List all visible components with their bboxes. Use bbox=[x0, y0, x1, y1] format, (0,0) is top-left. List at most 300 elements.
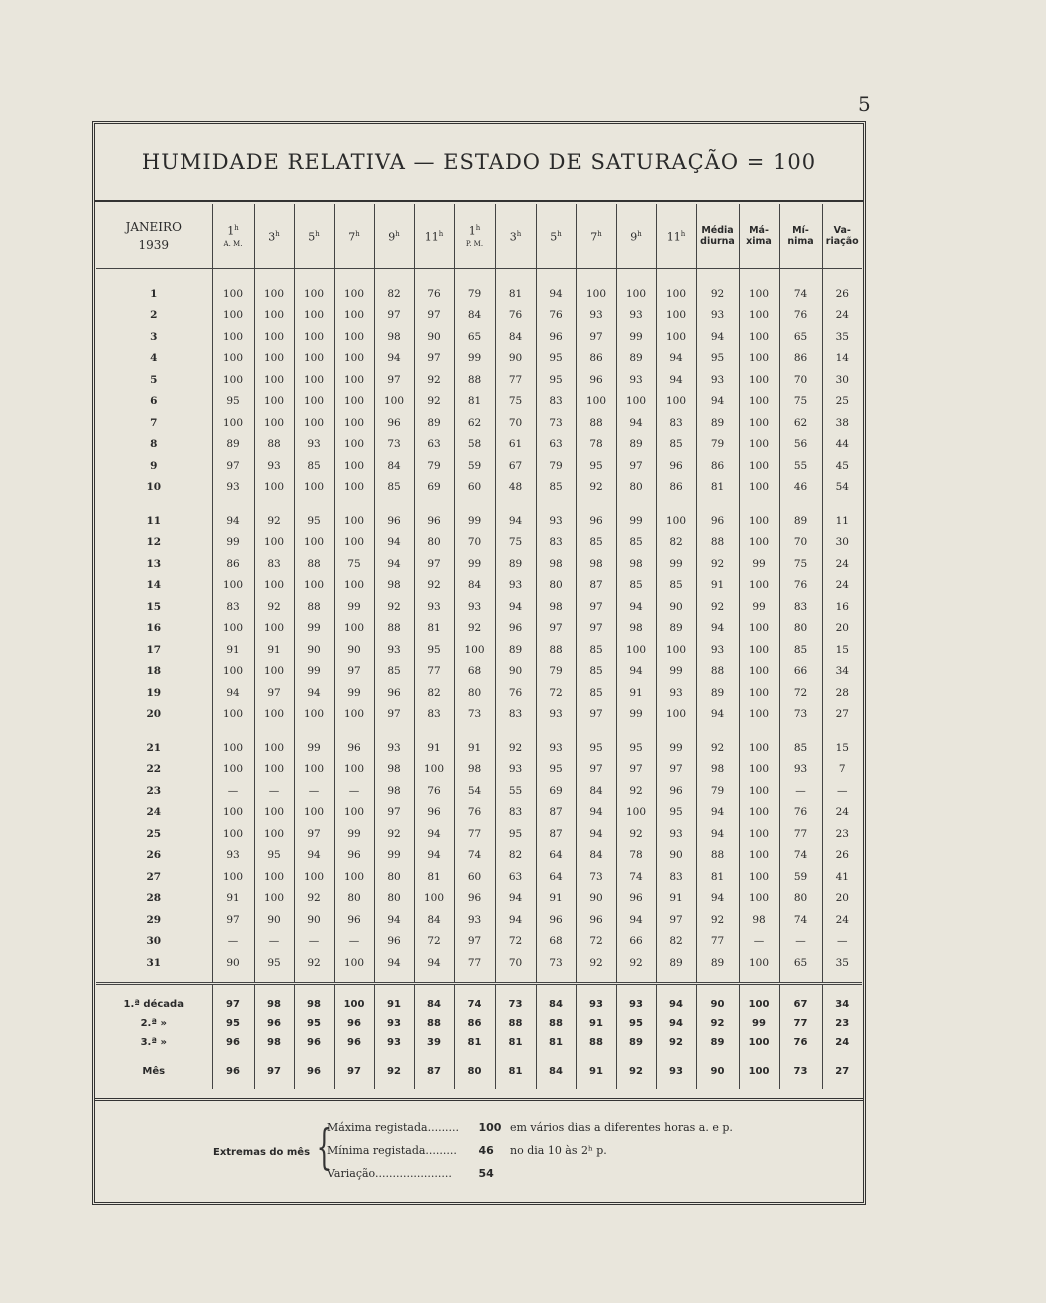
day-number: 1 bbox=[150, 287, 158, 300]
table-cell: 100 bbox=[334, 326, 374, 348]
table-cell: 97 bbox=[254, 682, 294, 704]
hour-suffix: h bbox=[395, 230, 400, 239]
summary-label: 1.ª década bbox=[96, 983, 212, 1014]
table-cell: 96 bbox=[374, 412, 414, 434]
day-number: 7 bbox=[150, 416, 158, 429]
summary-cell: 84 bbox=[536, 1052, 576, 1089]
table-cell: 90 bbox=[414, 326, 454, 348]
table-cell: 82 bbox=[495, 845, 536, 867]
extremes-section bbox=[95, 1098, 863, 1205]
table-cell: 100 bbox=[576, 269, 616, 305]
table-cell: — bbox=[254, 931, 294, 953]
table-cell: 83 bbox=[414, 704, 454, 726]
table-cell: — bbox=[334, 931, 374, 953]
table-cell: 89 bbox=[495, 639, 536, 661]
summary-cell: 27 bbox=[822, 1052, 862, 1089]
table-cell: — bbox=[779, 931, 822, 953]
table-cell: 100 bbox=[739, 661, 779, 683]
table-cell: 100 bbox=[616, 391, 656, 413]
period-label: P. M. bbox=[465, 239, 484, 248]
summary-cell: 93 bbox=[656, 1052, 696, 1089]
table-cell: 92 bbox=[696, 909, 739, 931]
table-cell: 79 bbox=[536, 661, 576, 683]
table-cell: 100 bbox=[739, 455, 779, 477]
table-cell: — bbox=[212, 780, 254, 802]
table-cell: 63 bbox=[414, 434, 454, 456]
table-cell: 95 bbox=[254, 845, 294, 867]
table-cell: 100 bbox=[254, 888, 294, 910]
summary-cell: 39 bbox=[414, 1033, 454, 1052]
table-cell: 89 bbox=[656, 618, 696, 640]
summary-cell: 91 bbox=[374, 983, 414, 1014]
summary-cell: 67 bbox=[779, 983, 822, 1014]
table-cell: 76 bbox=[414, 780, 454, 802]
table-cell: 90 bbox=[656, 845, 696, 867]
month-label: JANEIRO bbox=[125, 220, 182, 234]
day-number: 16 bbox=[146, 622, 162, 635]
table-cell: 94 bbox=[414, 952, 454, 983]
table-row bbox=[96, 704, 862, 726]
stat-header-line2: riação bbox=[825, 236, 859, 247]
table-cell: 100 bbox=[454, 639, 495, 661]
table-cell: 98 bbox=[576, 553, 616, 575]
hour-suffix: h bbox=[315, 230, 320, 239]
table-cell: 24 bbox=[822, 802, 862, 824]
table-cell: 100 bbox=[254, 661, 294, 683]
summary-cell: 100 bbox=[334, 983, 374, 1014]
table-cell: 62 bbox=[779, 412, 822, 434]
table-cell: 100 bbox=[334, 575, 374, 597]
table-cell: 98 bbox=[374, 326, 414, 348]
stat-header-line1: Má- bbox=[749, 225, 769, 236]
table-cell: 99 bbox=[616, 498, 656, 532]
table-cell: 90 bbox=[294, 639, 334, 661]
table-cell: 92 bbox=[294, 952, 334, 983]
table-cell: 99 bbox=[294, 618, 334, 640]
table-cell: 72 bbox=[779, 682, 822, 704]
summary-cell: 90 bbox=[696, 983, 739, 1014]
table-cell: 97 bbox=[294, 823, 334, 845]
day-number: 4 bbox=[150, 352, 158, 365]
table-cell: 100 bbox=[334, 269, 374, 305]
summary-rows bbox=[96, 983, 862, 1089]
table-cell: 96 bbox=[374, 931, 414, 953]
table-cell: 68 bbox=[454, 661, 495, 683]
table-cell: 94 bbox=[495, 888, 536, 910]
table-row bbox=[96, 888, 862, 910]
table-cell: 65 bbox=[779, 952, 822, 983]
table-cell: 96 bbox=[616, 888, 656, 910]
table-cell: 99 bbox=[374, 845, 414, 867]
table-cell: 88 bbox=[254, 434, 294, 456]
table-cell: 100 bbox=[334, 866, 374, 888]
table-cell: 92 bbox=[495, 725, 536, 759]
table-cell: 97 bbox=[374, 369, 414, 391]
table-cell: 98 bbox=[696, 759, 739, 781]
table-cell: 95 bbox=[656, 802, 696, 824]
table-cell: 96 bbox=[334, 845, 374, 867]
summary-cell: 98 bbox=[254, 1033, 294, 1052]
table-cell: 95 bbox=[536, 759, 576, 781]
table-cell: 66 bbox=[779, 661, 822, 683]
table-cell: 96 bbox=[656, 780, 696, 802]
day-number: 19 bbox=[146, 686, 162, 699]
table-cell: 96 bbox=[495, 618, 536, 640]
stat-header-line1: Va- bbox=[833, 225, 851, 236]
summary-cell: 80 bbox=[454, 1052, 495, 1089]
table-cell: 85 bbox=[374, 477, 414, 499]
table-cell: 98 bbox=[616, 553, 656, 575]
table-row bbox=[96, 391, 862, 413]
table-cell: 97 bbox=[656, 909, 696, 931]
table-cell: 99 bbox=[739, 553, 779, 575]
table-cell: 95 bbox=[696, 348, 739, 370]
day-number: 3 bbox=[150, 330, 158, 343]
table-cell: 95 bbox=[212, 391, 254, 413]
table-cell: 87 bbox=[536, 823, 576, 845]
table-cell: 88 bbox=[294, 553, 334, 575]
table-cell: 99 bbox=[334, 823, 374, 845]
summary-label: Mês bbox=[142, 1065, 166, 1077]
table-cell: 100 bbox=[294, 704, 334, 726]
table-cell: 100 bbox=[254, 575, 294, 597]
table-cell: 100 bbox=[254, 391, 294, 413]
table-cell: 93 bbox=[212, 477, 254, 499]
table-cell: 88 bbox=[536, 639, 576, 661]
table-cell: 89 bbox=[495, 553, 536, 575]
table-cell: 94 bbox=[374, 952, 414, 983]
table-cell: 99 bbox=[454, 498, 495, 532]
table-cell: 99 bbox=[656, 661, 696, 683]
table-cell: 76 bbox=[495, 305, 536, 327]
summary-cell: 84 bbox=[414, 983, 454, 1014]
table-cell: 95 bbox=[414, 639, 454, 661]
hour-suffix: h bbox=[234, 224, 239, 233]
table-cell: 100 bbox=[294, 348, 334, 370]
day-number: 12 bbox=[146, 536, 162, 549]
table-cell: 79 bbox=[414, 455, 454, 477]
table-cell: 92 bbox=[696, 553, 739, 575]
table-row bbox=[96, 725, 862, 759]
table-cell: 92 bbox=[414, 575, 454, 597]
table-cell: 89 bbox=[656, 952, 696, 983]
table-cell: 85 bbox=[616, 575, 656, 597]
table-cell: 79 bbox=[696, 434, 739, 456]
summary-cell: 95 bbox=[616, 1014, 656, 1033]
min-label: Mínima registada......... bbox=[327, 1144, 457, 1157]
table-cell: 100 bbox=[254, 269, 294, 305]
summary-cell: 96 bbox=[294, 1052, 334, 1089]
table-cell: 100 bbox=[294, 802, 334, 824]
table-cell: 90 bbox=[212, 952, 254, 983]
table-cell: 100 bbox=[334, 759, 374, 781]
table-cell: 94 bbox=[414, 845, 454, 867]
table-cell: 100 bbox=[212, 618, 254, 640]
table-cell: 97 bbox=[576, 596, 616, 618]
table-cell: 98 bbox=[374, 780, 414, 802]
table-cell: 100 bbox=[212, 704, 254, 726]
hour-suffix: h bbox=[516, 230, 522, 239]
table-cell: 94 bbox=[495, 498, 536, 532]
page-number: 5 bbox=[858, 92, 871, 116]
table-cell: 84 bbox=[576, 845, 616, 867]
table-cell: 100 bbox=[294, 575, 334, 597]
summary-cell: 96 bbox=[212, 1033, 254, 1052]
table-cell: 97 bbox=[212, 909, 254, 931]
table-cell: 90 bbox=[254, 909, 294, 931]
table-cell: 24 bbox=[822, 305, 862, 327]
table-cell: 94 bbox=[616, 412, 656, 434]
table-cell: 93 bbox=[254, 455, 294, 477]
table-cell: 86 bbox=[779, 348, 822, 370]
table-cell: 60 bbox=[454, 866, 495, 888]
hour-number: 11 bbox=[424, 230, 439, 244]
table-cell: 88 bbox=[576, 412, 616, 434]
table-cell: 99 bbox=[334, 682, 374, 704]
table-cell: — bbox=[254, 780, 294, 802]
table-cell: 81 bbox=[454, 391, 495, 413]
table-cell: 94 bbox=[374, 532, 414, 554]
summary-cell: 87 bbox=[414, 1052, 454, 1089]
table-cell: 80 bbox=[374, 866, 414, 888]
table-cell: 61 bbox=[495, 434, 536, 456]
table-cell: 90 bbox=[495, 348, 536, 370]
summary-cell: 96 bbox=[212, 1052, 254, 1089]
hour-number: 7 bbox=[590, 230, 598, 244]
table-cell: 91 bbox=[454, 725, 495, 759]
table-cell: 96 bbox=[576, 369, 616, 391]
hour-number: 5 bbox=[308, 230, 316, 244]
table-row bbox=[96, 682, 862, 704]
table-cell: 100 bbox=[212, 326, 254, 348]
table-cell: 93 bbox=[536, 498, 576, 532]
summary-cell: 94 bbox=[656, 1014, 696, 1033]
table-cell: 88 bbox=[696, 532, 739, 554]
table-cell: 100 bbox=[254, 866, 294, 888]
summary-cell: 90 bbox=[696, 1052, 739, 1089]
table-cell: 86 bbox=[656, 477, 696, 499]
stat-header bbox=[779, 204, 822, 269]
hour-header bbox=[414, 204, 454, 269]
table-cell: 93 bbox=[374, 639, 414, 661]
hour-suffix: h bbox=[475, 224, 481, 233]
table-cell: 80 bbox=[454, 682, 495, 704]
table-cell: 89 bbox=[212, 434, 254, 456]
table-cell: 35 bbox=[822, 952, 862, 983]
table-cell: 95 bbox=[495, 823, 536, 845]
table-cell: 54 bbox=[454, 780, 495, 802]
table-cell: 93 bbox=[696, 305, 739, 327]
table-cell: 59 bbox=[454, 455, 495, 477]
table-cell: 97 bbox=[616, 455, 656, 477]
table-cell: 94 bbox=[294, 845, 334, 867]
summary-cell: 97 bbox=[334, 1052, 374, 1089]
day-number: 21 bbox=[146, 741, 162, 754]
table-cell: 73 bbox=[536, 952, 576, 983]
table-cell: — bbox=[779, 780, 822, 802]
table-cell: 100 bbox=[254, 725, 294, 759]
table-cell: 80 bbox=[374, 888, 414, 910]
summary-cell: 96 bbox=[334, 1033, 374, 1052]
table-cell: 96 bbox=[576, 498, 616, 532]
hour-number: 9 bbox=[630, 230, 638, 244]
table-cell: 100 bbox=[739, 369, 779, 391]
table-cell: 100 bbox=[254, 532, 294, 554]
table-cell: — bbox=[822, 931, 862, 953]
table-cell: 15 bbox=[822, 639, 862, 661]
table-cell: 84 bbox=[495, 326, 536, 348]
table-cell: 92 bbox=[616, 780, 656, 802]
table-cell: 84 bbox=[454, 305, 495, 327]
table-cell: 100 bbox=[334, 434, 374, 456]
table-cell: 79 bbox=[454, 269, 495, 305]
table-cell: 81 bbox=[414, 618, 454, 640]
table-cell: 28 bbox=[822, 682, 862, 704]
table-cell: 86 bbox=[212, 553, 254, 575]
table-cell: 60 bbox=[454, 477, 495, 499]
hour-number: 5 bbox=[550, 230, 558, 244]
table-row bbox=[96, 455, 862, 477]
table-cell: 98 bbox=[536, 553, 576, 575]
stat-header bbox=[739, 204, 779, 269]
table-cell: 89 bbox=[696, 682, 739, 704]
table-cell: 100 bbox=[616, 269, 656, 305]
table-cell: 97 bbox=[374, 802, 414, 824]
summary-cell: 93 bbox=[616, 983, 656, 1014]
table-cell: 97 bbox=[212, 455, 254, 477]
table-cell: 92 bbox=[616, 823, 656, 845]
table-cell: 74 bbox=[779, 269, 822, 305]
hour-number: 9 bbox=[388, 230, 396, 244]
day-number: 2 bbox=[150, 309, 158, 322]
table-cell: 15 bbox=[822, 725, 862, 759]
summary-row bbox=[96, 1014, 862, 1033]
table-cell: 7 bbox=[822, 759, 862, 781]
max-row bbox=[327, 1121, 733, 1134]
summary-cell: 88 bbox=[495, 1014, 536, 1033]
table-cell: 94 bbox=[696, 888, 739, 910]
table-cell: 73 bbox=[536, 412, 576, 434]
table-cell: 100 bbox=[656, 269, 696, 305]
table-cell: 100 bbox=[212, 823, 254, 845]
table-cell: 76 bbox=[454, 802, 495, 824]
table-cell: 97 bbox=[374, 704, 414, 726]
day-number: 14 bbox=[146, 579, 162, 592]
table-row bbox=[96, 780, 862, 802]
table-cell: 100 bbox=[212, 305, 254, 327]
summary-cell: 84 bbox=[536, 983, 576, 1014]
table-cell: 88 bbox=[696, 661, 739, 683]
table-cell: 96 bbox=[374, 498, 414, 532]
table-cell: 78 bbox=[616, 845, 656, 867]
table-row bbox=[96, 823, 862, 845]
summary-row bbox=[96, 983, 862, 1014]
table-cell: 87 bbox=[576, 575, 616, 597]
table-cell: 80 bbox=[616, 477, 656, 499]
stat-header-line2: diurna bbox=[700, 236, 735, 247]
table-cell: 95 bbox=[576, 725, 616, 759]
table-cell: 100 bbox=[739, 866, 779, 888]
table-cell: 90 bbox=[334, 639, 374, 661]
table-cell: 100 bbox=[739, 269, 779, 305]
hour-suffix: h bbox=[557, 230, 562, 239]
table-cell: 85 bbox=[779, 725, 822, 759]
day-number: 8 bbox=[150, 438, 158, 451]
summary-cell: 96 bbox=[334, 1014, 374, 1033]
table-cell: 94 bbox=[495, 909, 536, 931]
table-cell: 100 bbox=[739, 725, 779, 759]
table-cell: 97 bbox=[334, 661, 374, 683]
table-cell: 98 bbox=[616, 618, 656, 640]
table-cell: 84 bbox=[414, 909, 454, 931]
table-cell: 96 bbox=[334, 909, 374, 931]
table-cell: 38 bbox=[822, 412, 862, 434]
table-cell: 100 bbox=[254, 823, 294, 845]
table-cell: 92 bbox=[414, 369, 454, 391]
table-cell: 85 bbox=[616, 532, 656, 554]
table-cell: 80 bbox=[779, 618, 822, 640]
table-cell: 85 bbox=[576, 532, 616, 554]
summary-cell: 91 bbox=[576, 1014, 616, 1033]
table-cell: 93 bbox=[294, 434, 334, 456]
day-number: 13 bbox=[146, 557, 162, 570]
day-number: 23 bbox=[146, 784, 162, 797]
month-header bbox=[96, 204, 212, 269]
table-cell: 94 bbox=[294, 682, 334, 704]
table-cell: 30 bbox=[822, 532, 862, 554]
table-row bbox=[96, 845, 862, 867]
stat-header bbox=[822, 204, 862, 269]
hour-suffix: h bbox=[355, 230, 360, 239]
table-cell: 72 bbox=[536, 682, 576, 704]
table-cell: 100 bbox=[254, 477, 294, 499]
hour-suffix: h bbox=[680, 230, 686, 239]
summary-cell: 92 bbox=[656, 1033, 696, 1052]
table-cell: 91 bbox=[536, 888, 576, 910]
table-cell: 100 bbox=[212, 369, 254, 391]
table-cell: 89 bbox=[414, 412, 454, 434]
table-cell: 93 bbox=[536, 725, 576, 759]
table-cell: 98 bbox=[374, 575, 414, 597]
table-cell: 94 bbox=[696, 326, 739, 348]
table-cell: 30 bbox=[822, 369, 862, 391]
day-number: 30 bbox=[146, 935, 162, 948]
table-cell: 90 bbox=[294, 909, 334, 931]
day-number: 24 bbox=[146, 806, 162, 819]
table-cell: 64 bbox=[536, 845, 576, 867]
table-cell: 100 bbox=[294, 412, 334, 434]
table-cell: 77 bbox=[454, 952, 495, 983]
summary-cell: 24 bbox=[822, 1033, 862, 1052]
table-row bbox=[96, 596, 862, 618]
stat-header-line2: nima bbox=[787, 236, 814, 247]
table-cell: 85 bbox=[374, 661, 414, 683]
table-cell: 89 bbox=[696, 412, 739, 434]
table-cell: 100 bbox=[739, 802, 779, 824]
table-row bbox=[96, 434, 862, 456]
max-label: Máxima registada......... bbox=[327, 1121, 460, 1134]
table-cell: 100 bbox=[294, 269, 334, 305]
table-cell: 100 bbox=[294, 326, 334, 348]
table-cell: 85 bbox=[576, 682, 616, 704]
table-cell: 100 bbox=[294, 866, 334, 888]
table-cell: 94 bbox=[495, 596, 536, 618]
table-cell: 65 bbox=[779, 326, 822, 348]
table-cell: 77 bbox=[414, 661, 454, 683]
table-cell: 100 bbox=[656, 305, 696, 327]
table-cell: 94 bbox=[212, 682, 254, 704]
table-cell: 88 bbox=[374, 618, 414, 640]
